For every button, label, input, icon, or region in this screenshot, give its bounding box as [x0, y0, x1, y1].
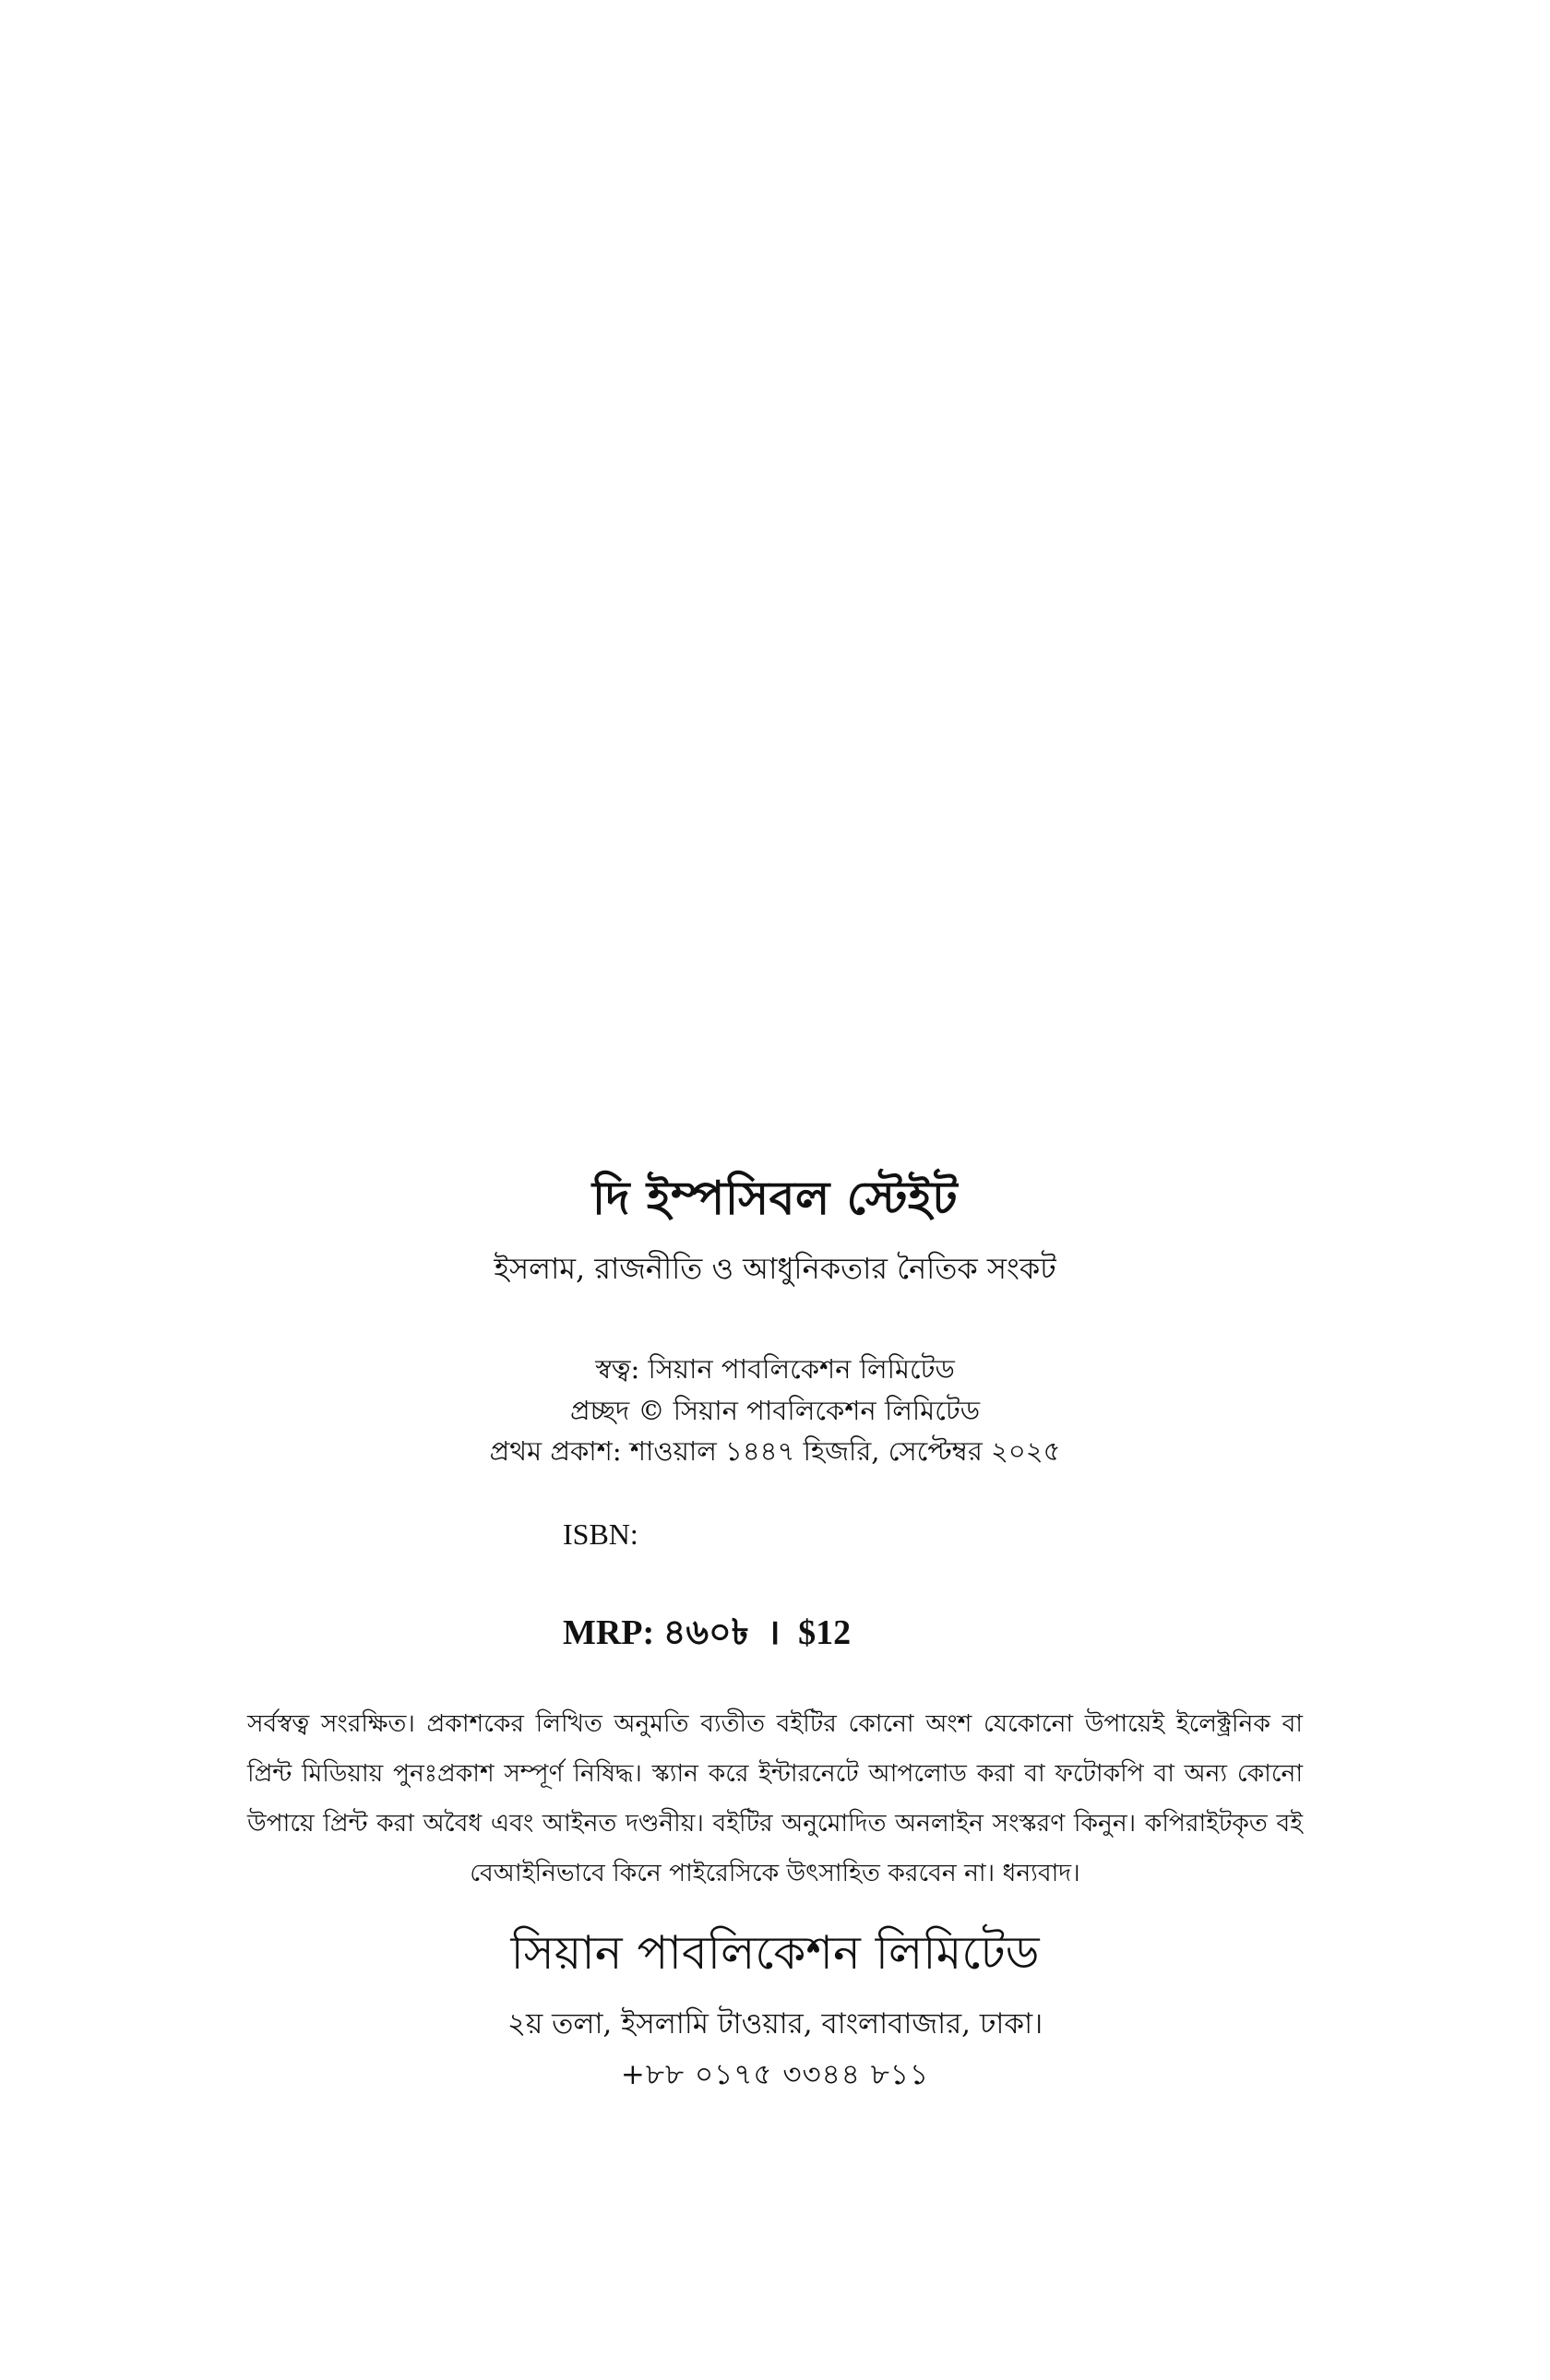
publisher-phone: +৮৮ ০১৭৫ ৩৩৪৪ ৮১১ [620, 2058, 930, 2091]
publisher-address: ২য় তলা, ইসলামি টাওয়ার, বাংলাবাজার, ঢাকা। [507, 2007, 1043, 2041]
price-usd: $12 [798, 1613, 852, 1652]
price-bdt: ৪৬০৳ [662, 1613, 749, 1652]
copyright-notice: সর্বস্বত্ব সংরক্ষিত। প্রকাশকের লিখিত অনুমতি ব্যতীত বইটির কোনো অংশ যেকোনো উপায়েই ইলেক্ট্রনিক বা প্রিন্ট মিডিয়ায় পুনঃপ্রকাশ সম্পূর্ণ নিষিদ্ধ। স্ক্যান করে ইন্টারনেটে আপলোড করা বা ফটোকপি বা অন্য কোনো উপায়ে প্রিন্ট করা অবৈধ এবং আইনত দণ্ডনীয়। বইটির অনুমোদিত অনলাইন সংস্করণ কিনুন। কপিরাইটকৃত বই বেআইনিভাবে কিনে পাইরেসিকে উৎসাহিত করবেন না। ধন্যবাদ। [247, 1709, 1303, 1887]
price-separator: । [767, 1613, 781, 1652]
first-edition-line: প্রথম প্রকাশ: শাওয়াল ১৪৪৭ হিজরি, সেপ্টেম্বর ২০২৫ [489, 1435, 1061, 1467]
price-line [563, 1605, 851, 1664]
publisher-name: সিয়ান পাবলিকেশন লিমিটেড [510, 1926, 1040, 1980]
cover-credit-line: প্রচ্ছদ © সিয়ান পাবলিকেশন লিমিটেড [569, 1395, 981, 1426]
book-title: দি ইম্পসিবল স্টেইট [591, 1171, 959, 1225]
book-subtitle: ইসলাম, রাজনীতি ও আধুনিকতার নৈতিক সংকট [494, 1251, 1056, 1286]
price-label: MRP: [563, 1613, 655, 1652]
rights-line: স্বত্ব: সিয়ান পাবলিকেশন লিমিটেড [595, 1353, 955, 1385]
isbn-label: ISBN: [563, 1517, 638, 1551]
